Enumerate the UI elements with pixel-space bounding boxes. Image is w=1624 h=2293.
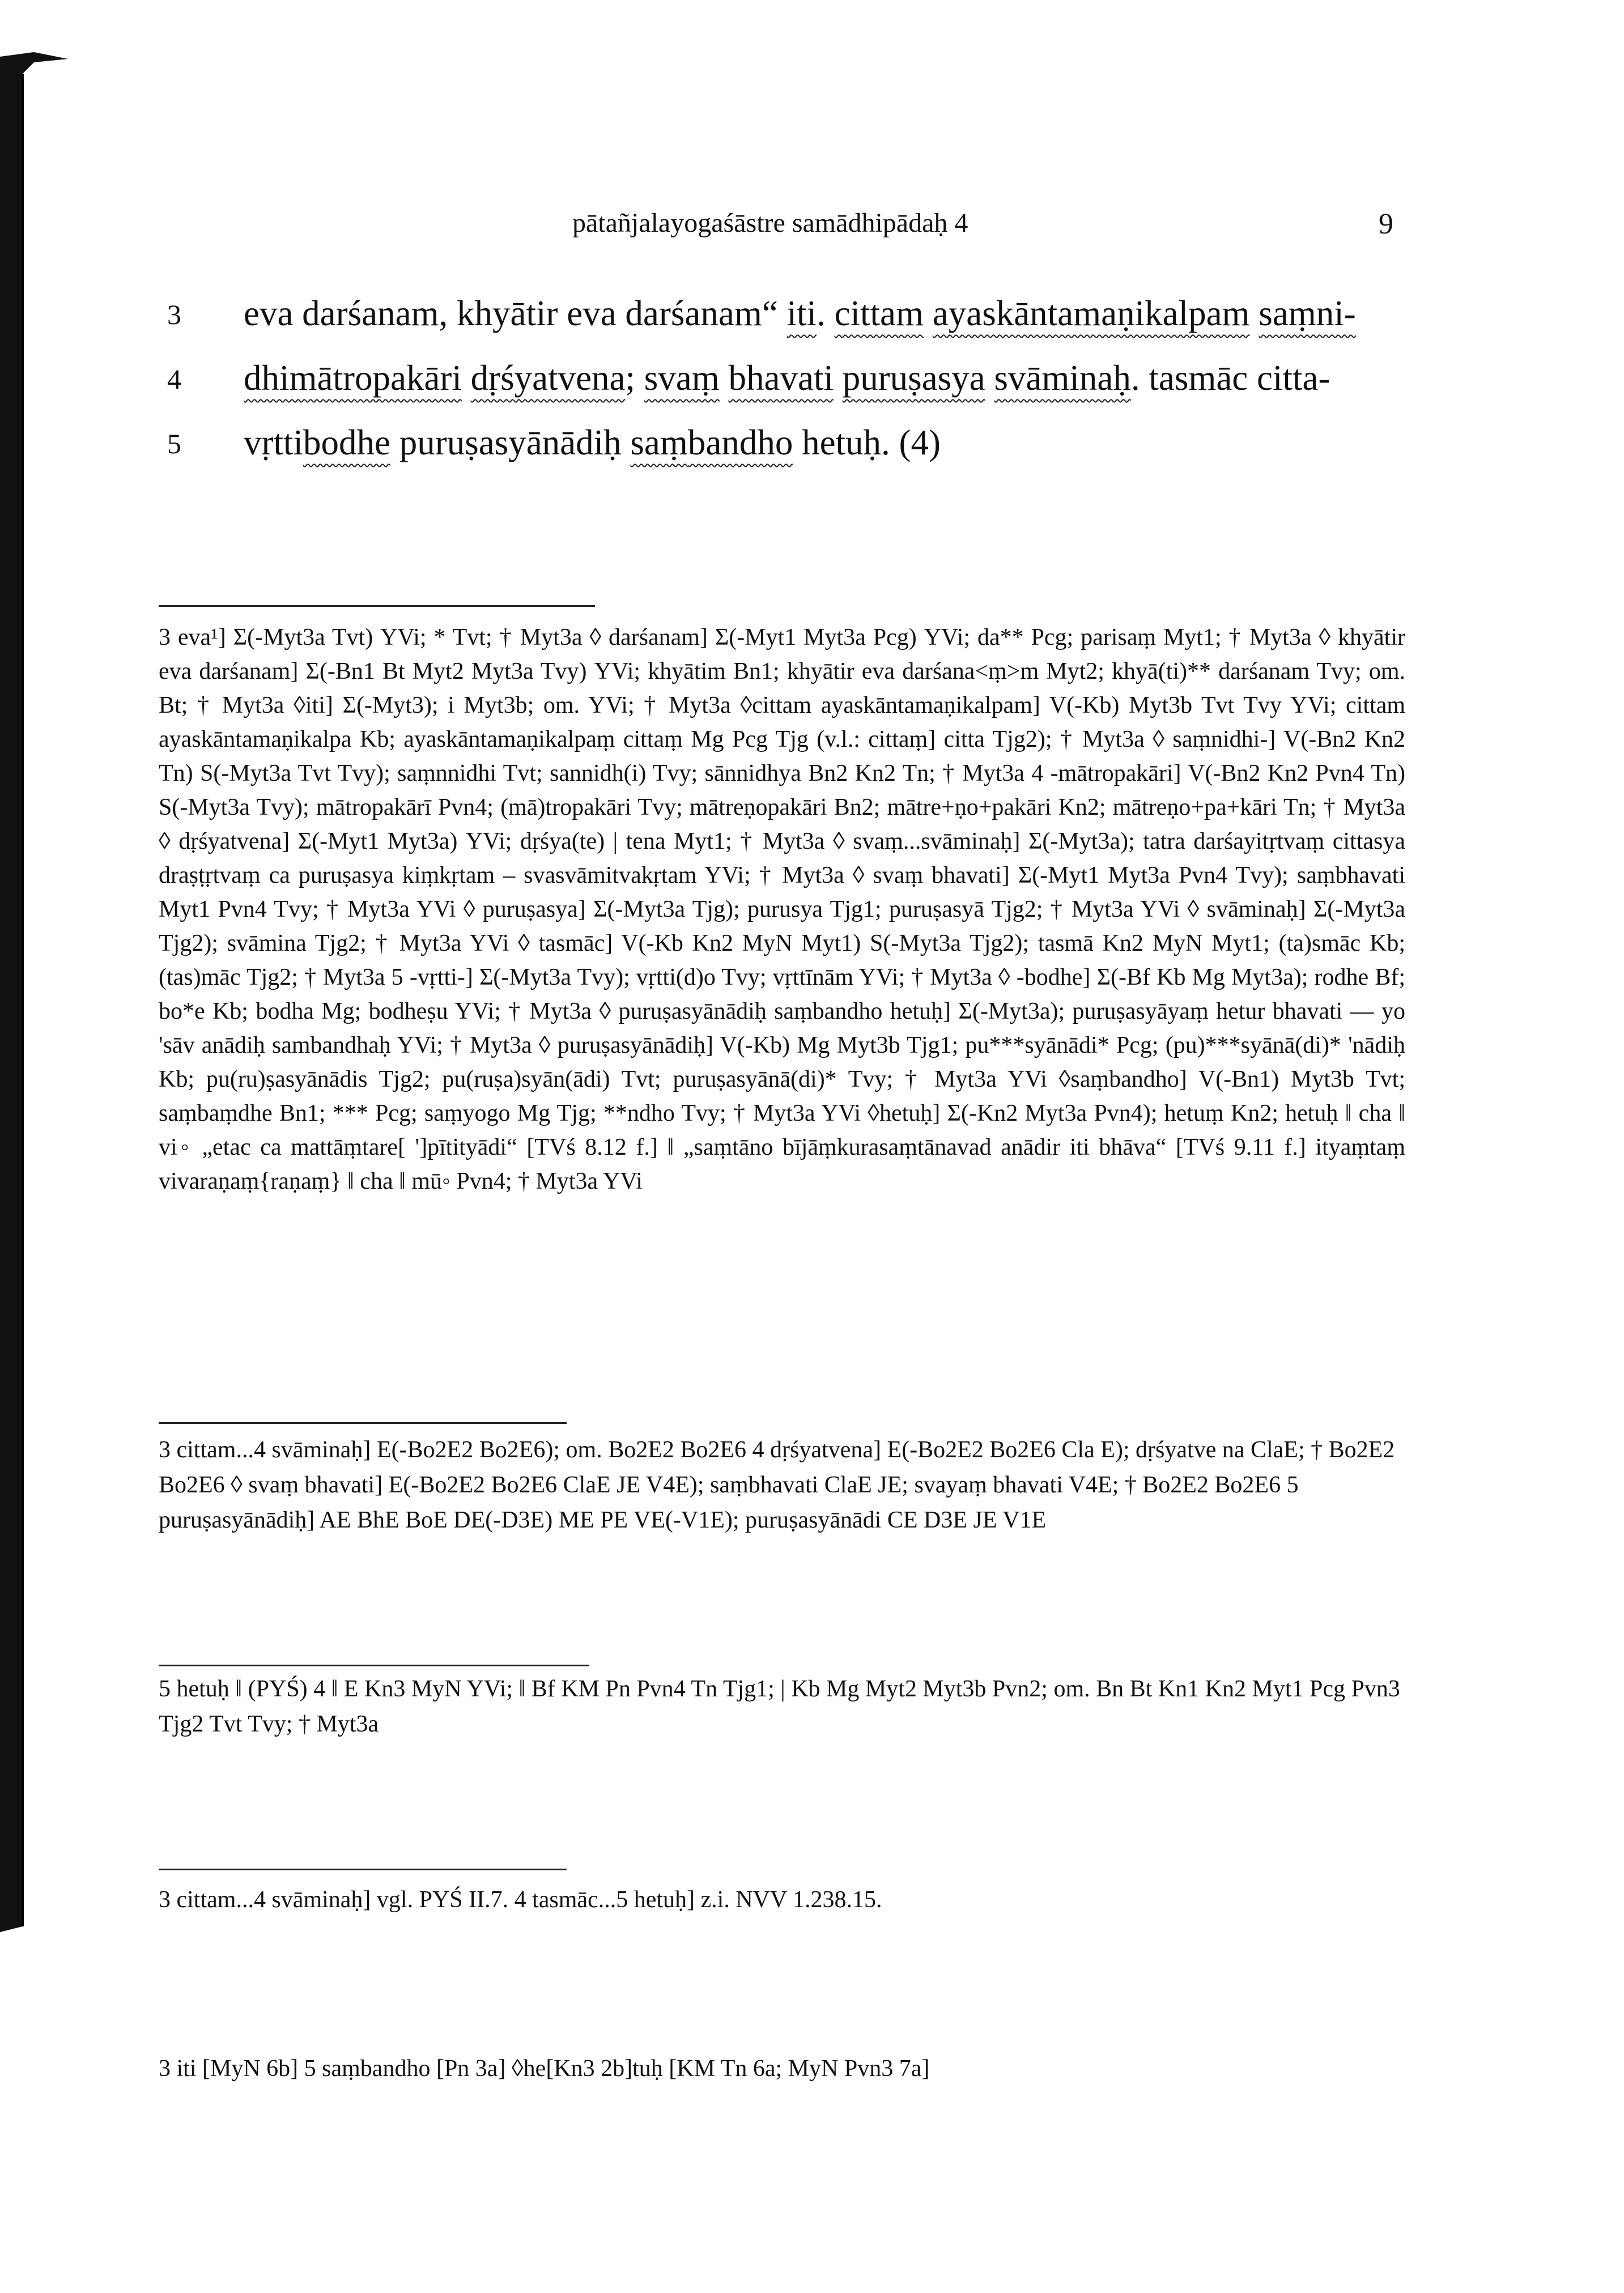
line-number: 4: [167, 363, 181, 395]
line-number: 3: [167, 299, 181, 330]
variant-apparatus-editions: [159, 1432, 1405, 1538]
running-title: pātañjalayogaśāstre samādhipādaḥ 4: [572, 208, 968, 238]
main-text-line: [167, 417, 1414, 482]
apparatus-rule: [159, 1422, 567, 1424]
running-header: [0, 207, 1624, 241]
binding-edge-mark: [0, 40, 74, 1943]
line-text: dhimātropakāri dṛśyatvena; svaṃ bhavati puruṣasya svāminaḥ. tasmāc citta-: [244, 358, 1330, 398]
apparatus-entry: 3 eva¹] Σ(-Myt3a Tvt) YVi; * Tvt; † Myt3a ◊ darśanam] Σ(-Myt1 Myt3a Pcg) YVi; da** Pcg; parisaṃ Myt1; † Myt3a ◊ khyātir eva darśanam] Σ(-Bn1 Bt Myt2 Myt3a Tvy) YVi; khyātim Bn1; khyātir eva darśana<ṃ>m Myt2; khyā(ti)** darśanam Tvy; om. Bt; † Myt3a ◊iti] Σ(-Myt3); i Myt3b; om. YVi; † Myt3a ◊cittam ayaskāntamaṇikalpam] V(-Kb) Myt3b Tvt Tvy YVi; cittam ayaskāntamaṇikalpa Kb; ayaskāntamaṇikalpaṃ cittaṃ Mg Pcg Tjg (v.l.: cittaṃ] citta Tjg2); † Myt3a ◊ saṃnidhi-] V(-Bn2 Kn2 Tn) S(-Myt3a Tvt Tvy); saṃnnidhi Tvt; sannidh(i) Tvy; sānnidhya Bn2 Kn2 Tn; † Myt3a 4 -mātropakāri] V(-Bn2 Kn2 Pvn4 Tn) S(-Myt3a Tvy); mātropakārī Pvn4; (mā)tropakāri Tvy; mātreṇopakāri Bn2; mātre+ṇo+pakāri Kn2; mātreṇo+pa+kāri Tn; † Myt3a ◊ dṛśyatvena] Σ(-Myt1 Myt3a) YVi; dṛśya(te) | tena Myt1; † Myt3a ◊ svaṃ...svāminaḥ] Σ(-Myt3a); tatra darśayitṛtvaṃ cittasya draṣṭṛtvaṃ ca puruṣasya kiṃkṛtam – svasvāmitvakṛtam YVi; † Myt3a ◊ svaṃ bhavati] Σ(-Myt1 Myt3a Pvn4 Tvy); saṃbhavati Myt1 Pvn4 Tvy; † Myt3a YVi ◊ puruṣasya] Σ(-Myt3a Tjg); purusya Tjg1; puruṣasyā Tjg2; † Myt3a YVi ◊ svāminaḥ] Σ(-Myt3a Tjg2); svāmina Tjg2; † Myt3a YVi ◊ tasmāc] V(-Kb Kn2 MyN Myt1) S(-Myt3a Tjg2); tasmā Kn2 MyN Myt1; (ta)smāc Kb; (tas)māc Tjg2; † Myt3a 5 -vṛtti-] Σ(-Myt3a Tvy); vṛtti(d)o Tvy; vṛttīnām YVi; † Myt3a ◊ -bodhe] Σ(-Bf Kb Mg Myt3a); rodhe Bf; bo*e Kb; bodha Mg; bodheṣu YVi; † Myt3a ◊ puruṣasyānādiḥ saṃbandho hetuḥ] Σ(-Myt3a); puruṣasyāyaṃ hetur bhavati — yo 'sāv anādiḥ sambandhaḥ YVi; † Myt3a ◊ puruṣasyānādiḥ] V(-Kb) Mg Myt3b Tjg1; pu***syānādi* Pcg; (pu)***syānā(di)* 'nādiḥ Kb; pu(ru)ṣasyānādis Tjg2; pu(ruṣa)syān(ādi) Tvt; puruṣasyānā(di)* Tvy; † Myt3a YVi ◊saṃbandho] V(-Bn1) Myt3b Tvt; saṃbaṃdhe Bn1; *** Pcg; saṃyogo Mg Tjg; **ndho Tvy; † Myt3a YVi ◊hetuḥ] Σ(-Kn2 Myt3a Pvn4); hetuṃ Kn2; hetuḥ ‖ cha ‖ vi◦ „etac ca mattāṃtare[ ']pītityādi“ [TVś 8.12 f.] ‖ „saṃtāno bījāṃkurasaṃtānavad anādir iti bhāva“ [TVś 9.11 f.] ityaṃtaṃ vivaraṇaṃ{raṇaṃ} ‖ cha ‖ mū◦ Pvn4; † Myt3a YVi: [159, 624, 1405, 1194]
folio-apparatus: [159, 2051, 1405, 2086]
apparatus-entry: 3 cittam...4 svāminaḥ] E(-Bo2E2 Bo2E6); om. Bo2E2 Bo2E6 4 dṛśyatvena] E(-Bo2E2 Bo2E6 Cla E); dṛśyatve na ClaE; † Bo2E2 Bo2E6 ◊ svaṃ bhavati] E(-Bo2E2 Bo2E6 ClaE JE V4E); saṃbhavati ClaE JE; svayaṃ bhavati V4E; † Bo2E2 Bo2E6 5 puruṣasyānādiḥ] AE BhE BoE DE(-D3E) ME PE VE(-V1E); puruṣasyānādi CE D3E JE V1E: [159, 1437, 1395, 1533]
apparatus-rule: [159, 1869, 567, 1870]
apparatus-rule: [159, 1665, 589, 1666]
variant-apparatus-manuscripts: [159, 620, 1405, 1198]
line-text: vṛttibodhe puruṣasyānādiḥ saṃbandho hetuḥ. (4): [244, 423, 941, 462]
line-number: 5: [167, 428, 181, 460]
apparatus-rule: [159, 605, 595, 607]
apparatus-entry: 5 hetuḥ ‖ (PYŚ) 4 ‖ E Kn3 MyN YVi; ‖ Bf KM Pn Pvn4 Tn Tjg1; | Kb Mg Myt2 Myt3b Pvn2; om. Bn Bt Kn1 Kn2 Myt1 Pcg Pvn3 Tjg2 Tvt Tvy; † Myt3a: [159, 1676, 1400, 1737]
main-text-line: [167, 288, 1414, 352]
apparatus-entry: 3 iti [MyN 6b] 5 saṃbandho [Pn 3a] ◊he[Kn3 2b]tuḥ [KM Tn 6a; MyN Pvn3 7a]: [159, 2056, 930, 2082]
main-text-line: [167, 352, 1414, 417]
page-number: 9: [1379, 208, 1393, 240]
line-text: eva darśanam, khyātir eva darśanam“ iti. cittam ayaskāntamaṇikalpam saṃni-: [244, 293, 1356, 333]
main-text: [167, 288, 1414, 482]
apparatus-entry: 3 cittam...4 svāminaḥ] vgl. PYŚ II.7. 4 tasmāc...5 hetuḥ] z.i. NVV 1.238.15.: [159, 1887, 882, 1913]
testimonia-apparatus: [159, 1882, 1405, 1917]
punctuation-apparatus: [159, 1671, 1405, 1742]
